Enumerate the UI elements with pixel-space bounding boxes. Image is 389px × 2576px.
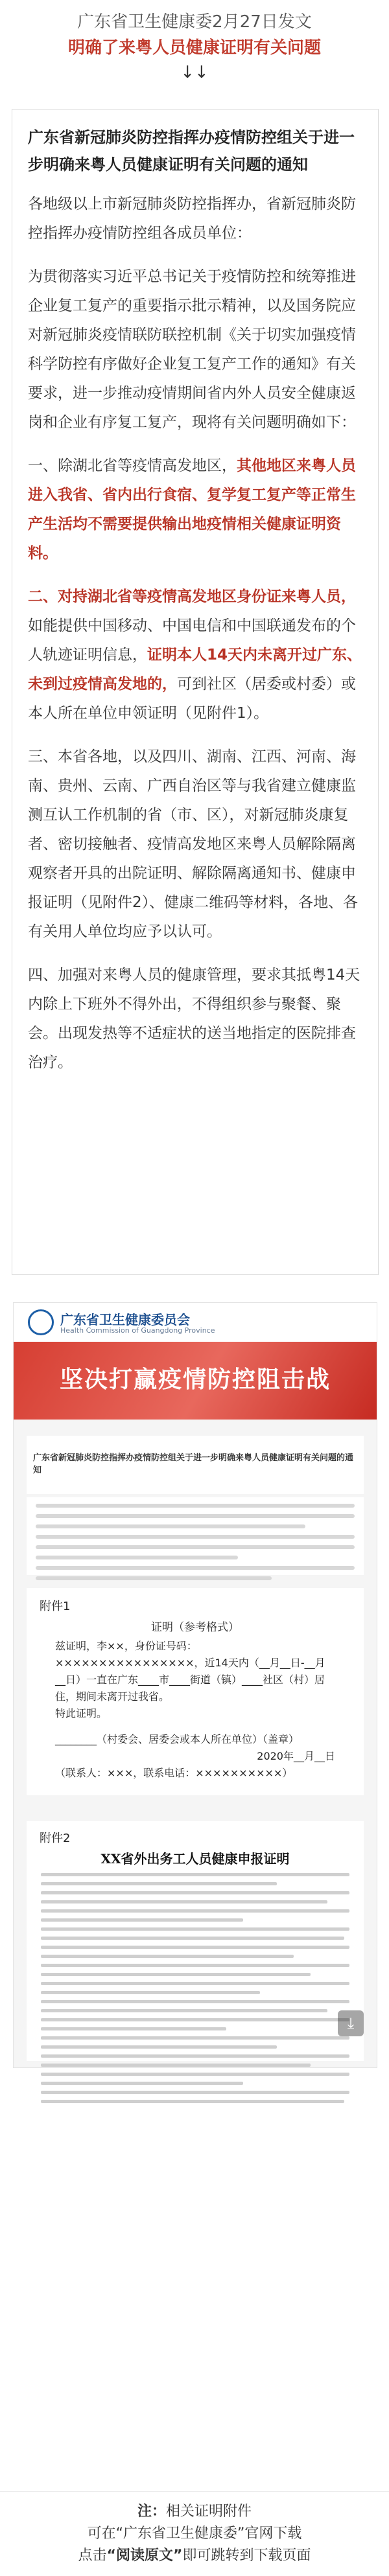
attachment-1-contact: （联系人：×××，联系电话：××××××××××） xyxy=(55,1767,293,1779)
banner-slogan: 坚决打赢疫情防控阻击战 xyxy=(59,1366,331,1393)
item2-text-2: 可到社区（居委或村委）或本人所在单位申领证明（见附件1）。 xyxy=(28,676,356,722)
divider xyxy=(0,2491,389,2492)
notice-intro: 为贯彻落实习近平总书记关于疫情防控和统筹推进企业复工复产的重要指示批示精神，以及国务院应对新冠肺炎疫情联防联控机制《关于切实加强疫情科学防控有序做好企业复工复产工作的通知》有关要求，进一步推动疫情期间省内外人员安全健康返岗和企业有序复工复产，现将有关问题明确如下： xyxy=(28,268,356,431)
attachment-1-sign: ________（村委会、居委会或本人所在单位）（盖章） xyxy=(55,1733,300,1745)
attachment-2 xyxy=(27,1821,364,2061)
footer-note xyxy=(0,2501,389,2567)
item2-text-1: 如能提供中国移动、中国电信和中国联通发布的个人轨迹证明信息， xyxy=(28,617,356,663)
article-title: 广东省新冠肺炎防控指挥办疫情防控组关于进一步明确来粤人员健康证明有关问题的通知 xyxy=(33,1453,354,1475)
article-meta xyxy=(27,1475,364,1488)
breadcrumb xyxy=(27,1436,364,1451)
item2-highlight-2: 证明本人14天内未离开过广东、未到过疫情高发地的， xyxy=(28,647,362,693)
header-line-headline: 明确了来粤人员健康证明有关问题 xyxy=(67,38,321,58)
item2-highlight-1: 二、对持湖北省等疫情高发地区身份证来粤人员， xyxy=(28,588,356,605)
notice-greeting: 各地级以上市新冠肺炎防控指挥办，省新冠肺炎防控指挥办疫情防控组各成员单位： xyxy=(28,196,356,242)
article-body xyxy=(27,1497,364,1575)
header xyxy=(0,0,389,84)
site-logo-row xyxy=(14,1303,377,1342)
notice-card xyxy=(12,109,379,1275)
attachment-1 xyxy=(27,1588,364,1795)
note-text: 相关证明附件 xyxy=(166,2503,252,2520)
footer-line-3-c: 即可跳转到下载页面 xyxy=(182,2547,311,2564)
item1-text: 一、除湖北省等疫情高发地区， xyxy=(28,457,237,474)
attachment-1-title: 证明（参考格式） xyxy=(151,1621,239,1634)
notice-item-2 xyxy=(28,582,364,728)
note-label: 注： xyxy=(137,2503,166,2520)
footer-line-1 xyxy=(0,2501,389,2523)
footer-line-3 xyxy=(0,2545,389,2567)
article-header xyxy=(27,1436,364,1494)
notice-item-1 xyxy=(28,452,364,568)
site-name: 广东省卫生健康委员会 xyxy=(60,1312,190,1328)
item1-highlight: 其他地区来粤人员进入我省、省内出行食宿、复学复工复产等正常生产生活均不需要提供输出地疫情相关健康证明资料。 xyxy=(28,457,356,562)
attachment-1-date: 2020年__月__日 xyxy=(257,1750,335,1762)
attachment-2-title: XX省外出务工人员健康申报证明 xyxy=(100,1851,290,1867)
header-line-date: 广东省卫生健康委2月27日发文 xyxy=(77,12,312,32)
attachment-1-body: 兹证明，李××，身份证号码：××××××××××××××××，近14天内（__月__日-__月__日）一直在广东____市____街道（镇）____社区（村）居住，期间未离开过我省。 xyxy=(55,1640,325,1703)
website-screenshot xyxy=(13,1302,377,2068)
notice-item-3: 三、本省各地，以及四川、湖南、江西、河南、海南、贵州、云南、广西自治区等与我省建立健康监测互认工作机制的省（市、区），对新冠肺炎康复者、密切接触者、疫情高发地区来粤人员解除隔离观察者开具的出院证明、解除隔离通知书、健康申报证明（见附件2）、健康二维码等材料，各地、各有关用人单位均应予以认可。 xyxy=(28,748,359,940)
site-banner xyxy=(14,1303,377,1420)
footer-line-2: 可在“广东省卫生健康委”官网下载 xyxy=(87,2525,302,2542)
notice-item-4: 四、加强对来粤人员的健康管理，要求其抵粤14天内除上下班外不得外出，不得组织参与聚餐、聚会。出现发热等不适症状的送当地指定的医院排查治疗。 xyxy=(28,967,360,1071)
notice-title: 广东省新冠肺炎防控指挥办疫情防控组关于进一步明确来粤人员健康证明有关问题的通知 xyxy=(28,128,355,174)
attachment-1-closing: 特此证明。 xyxy=(55,1707,108,1719)
read-original-link[interactable]: “阅读原文” xyxy=(106,2547,183,2564)
download-icon[interactable]: ⤓ xyxy=(338,2010,364,2036)
attachment-1-heading: 附件1 xyxy=(40,1600,71,1613)
down-arrows-icon: ↓↓ xyxy=(180,63,209,82)
site-name-en: Health Commission of Guangdong Province xyxy=(60,1326,215,1335)
attachment-2-heading: 附件2 xyxy=(40,1832,71,1845)
footer-line-3-a: 点击 xyxy=(78,2547,107,2564)
emblem-icon xyxy=(28,1309,54,1335)
